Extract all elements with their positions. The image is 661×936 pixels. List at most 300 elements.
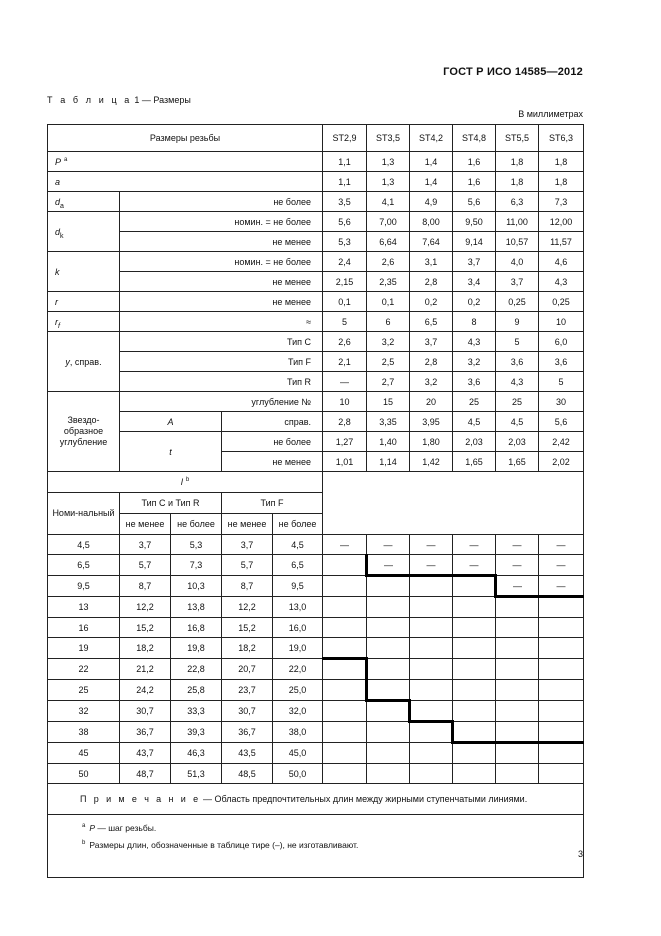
value-cell: 38,0 [273,722,323,743]
value-cell: 3,6 [496,352,539,372]
param-symbol: r [55,316,58,327]
value-cell: 2,03 [453,432,496,452]
value-cell: 30,7 [222,701,273,722]
qualifier-cell: не менее [120,292,323,312]
mark-cell [323,701,367,722]
nominal-cell: 38 [48,722,120,743]
qualifier-cell: номин. = не более [120,252,323,272]
value-cell: 1,40 [367,432,410,452]
mark-cell: — [496,555,539,576]
value-cell: 2,03 [496,432,539,452]
value-cell: 1,14 [367,452,410,472]
qualifier-cell: номин. = не более [120,212,323,232]
mark-cell: — [410,555,453,576]
nominal-cell: 4,5 [48,535,120,555]
mark-cell [496,701,539,722]
mark-cell: — [453,555,496,576]
length-header [48,472,323,493]
row-recess-t-max [48,432,584,452]
value-cell: 2,6 [367,252,410,272]
mark-cell [323,722,367,743]
footnote-ref: a [64,156,68,163]
value-cell: 5,7 [222,555,273,576]
mark-cell: — [496,535,539,555]
row-da [48,192,584,212]
row-recess-number [48,392,584,412]
value-cell: 18,2 [120,638,171,659]
value-cell: 1,1 [323,172,367,192]
mark-cell [496,597,539,618]
value-cell: 2,15 [323,272,367,292]
value-cell: 10,57 [496,232,539,252]
value-cell: 3,2 [367,332,410,352]
value-cell: 3,7 [410,332,453,352]
nominal-header: Номи-нальный [48,493,120,535]
mark-cell [323,618,367,638]
size-header: ST6,3 [539,125,584,152]
value-cell: 15,2 [120,618,171,638]
mark-cell [410,659,453,680]
value-cell: 1,8 [496,172,539,192]
value-cell: 20 [410,392,453,412]
value-cell: 7,3 [171,555,222,576]
mark-cell [496,618,539,638]
length-row [48,764,584,784]
mark-cell [367,597,410,618]
value-cell: 0,1 [323,292,367,312]
value-cell: 50,0 [273,764,323,784]
mark-cell [539,680,584,701]
value-cell: 20,7 [222,659,273,680]
value-cell: 8,00 [410,212,453,232]
value-cell: 10,3 [171,576,222,597]
value-cell: 30 [539,392,584,412]
value-cell: 6 [367,312,410,332]
mark-cell: — [410,535,453,555]
mark-cell [496,743,539,764]
blank-cell [323,472,584,493]
min-header: не менее [120,514,171,535]
length-row [48,638,584,659]
mark-cell: — [323,535,367,555]
value-cell: 6,64 [367,232,410,252]
row-y-type-c [48,332,584,352]
size-header: ST3,5 [367,125,410,152]
param-symbol: P [89,823,96,833]
value-cell: 48,5 [222,764,273,784]
mark-cell [323,764,367,784]
value-cell: 19,0 [273,638,323,659]
value-cell: 3,95 [410,412,453,432]
qualifier-cell: ≈ [120,312,323,332]
value-cell: 48,7 [120,764,171,784]
qualifier-cell: Тип R [120,372,323,392]
param-symbol: A [120,412,222,432]
length-row [48,680,584,701]
mark-cell [410,638,453,659]
recess-label: Звездо-образное углубление [48,392,120,472]
mark-cell: — [539,535,584,555]
qualifier-cell: Тип F [120,352,323,372]
value-cell: 3,4 [453,272,496,292]
value-cell: 19,8 [171,638,222,659]
param-subscript: k [60,232,64,240]
value-cell: 0,25 [496,292,539,312]
value-cell: 4,3 [496,372,539,392]
footnote-text: — шаг резьбы. [95,823,157,833]
mark-cell: — [453,535,496,555]
mark-cell [410,701,453,722]
value-cell: 9,14 [453,232,496,252]
param-subscript: f [58,322,60,330]
value-cell: 15 [367,392,410,412]
qualifier-cell: углубление № [120,392,323,412]
value-cell: 4,9 [410,192,453,212]
mark-cell [496,638,539,659]
value-cell: 10 [323,392,367,412]
value-cell: 10 [539,312,584,332]
note-row [48,784,584,815]
param-subscript: a [60,202,64,210]
param-symbol: d [55,226,61,237]
value-cell: 4,5 [496,412,539,432]
value-cell: 3,7 [120,535,171,555]
value-cell: 8,7 [222,576,273,597]
value-cell: 6,5 [410,312,453,332]
mark-cell [367,680,410,701]
value-cell: 11,57 [539,232,584,252]
mark-cell [539,722,584,743]
nominal-cell: 25 [48,680,120,701]
table-caption [47,95,191,105]
value-cell: 1,1 [323,152,367,172]
nominal-cell: 19 [48,638,120,659]
value-cell: 2,1 [323,352,367,372]
row-y-type-r [48,372,584,392]
mark-cell [496,722,539,743]
value-cell: 7,64 [410,232,453,252]
value-cell: 5,6 [539,412,584,432]
page-number: 3 [577,849,583,859]
value-cell: 25 [496,392,539,412]
length-row [48,743,584,764]
mark-cell [323,680,367,701]
value-cell: 9 [496,312,539,332]
param-label [48,172,323,192]
nominal-cell: 22 [48,659,120,680]
footnotes-row [48,815,584,878]
value-cell: 5,3 [323,232,367,252]
qualifier-cell: не менее [222,452,323,472]
value-cell: 1,65 [496,452,539,472]
param-label [48,252,120,292]
param-label [48,212,120,252]
mark-cell [323,659,367,680]
length-row [48,722,584,743]
nominal-cell: 32 [48,701,120,722]
row-y-type-f [48,352,584,372]
value-cell: 2,8 [323,412,367,432]
qualifier-cell: Тип C [120,332,323,352]
mark-cell [367,701,410,722]
group-header-cr: Тип C и Тип R [120,493,222,514]
length-row [48,659,584,680]
mark-cell [410,618,453,638]
value-cell: 43,7 [120,743,171,764]
value-cell: 1,65 [453,452,496,472]
size-header: ST4,8 [453,125,496,152]
value-cell: 51,3 [171,764,222,784]
row-P [48,152,584,172]
mark-cell [410,743,453,764]
min-header: не менее [222,514,273,535]
value-cell: 0,2 [410,292,453,312]
value-cell: 11,00 [496,212,539,232]
mark-cell [367,576,410,597]
param-symbol: l [180,477,183,487]
value-cell: 12,00 [539,212,584,232]
param-label [48,192,120,212]
value-cell: 16,8 [171,618,222,638]
value-cell: 7,00 [367,212,410,232]
value-cell: — [323,372,367,392]
param-symbol: y [65,356,70,367]
value-cell: 12,2 [222,597,273,618]
param-symbol: P [55,156,62,167]
value-cell: 32,0 [273,701,323,722]
value-cell: 24,2 [120,680,171,701]
mark-cell: — [539,576,584,597]
value-cell: 5,6 [453,192,496,212]
blank-cell [323,493,584,514]
nominal-cell: 45 [48,743,120,764]
value-cell: 46,3 [171,743,222,764]
value-cell: 3,2 [410,372,453,392]
mark-cell [453,576,496,597]
value-cell: 2,6 [323,332,367,352]
nominal-cell: 50 [48,764,120,784]
mark-cell [453,764,496,784]
mark-cell: — [367,535,410,555]
value-cell: 1,4 [410,172,453,192]
row-k-min [48,272,584,292]
size-header: ST4,2 [410,125,453,152]
footnote-mark: b [82,840,86,846]
mark-cell [496,659,539,680]
footnotes [48,815,584,878]
mark-cell [453,743,496,764]
value-cell: 15,2 [222,618,273,638]
value-cell: 3,6 [539,352,584,372]
value-cell: 36,7 [222,722,273,743]
mark-cell [323,638,367,659]
mark-cell [496,764,539,784]
value-cell: 4,0 [496,252,539,272]
length-row [48,701,584,722]
mark-cell [453,638,496,659]
value-cell: 4,3 [539,272,584,292]
value-cell: 0,25 [539,292,584,312]
max-header: не более [171,514,222,535]
value-cell: 1,8 [539,152,584,172]
value-cell: 2,02 [539,452,584,472]
value-cell: 6,3 [496,192,539,212]
value-cell: 39,3 [171,722,222,743]
value-cell: 22,0 [273,659,323,680]
value-cell: 2,7 [367,372,410,392]
param-symbol: d [55,196,61,207]
value-cell: 4,6 [539,252,584,272]
value-cell: 3,6 [453,372,496,392]
value-cell: 1,3 [367,172,410,192]
param-label [48,152,323,172]
value-cell: 0,2 [453,292,496,312]
value-cell: 5,3 [171,535,222,555]
mark-cell [323,576,367,597]
value-cell: 1,01 [323,452,367,472]
length-row [48,576,584,597]
max-header: не более [273,514,323,535]
value-cell: 5,6 [323,212,367,232]
length-row [48,535,584,555]
value-cell: 7,3 [539,192,584,212]
mark-cell [453,701,496,722]
param-symbol: r [55,296,58,307]
value-cell: 2,5 [367,352,410,372]
table-caption-label: Т а б л и ц а [47,95,132,105]
row-r [48,292,584,312]
value-cell: 2,8 [410,352,453,372]
table-caption-text: 1 — Размеры [134,95,191,105]
value-cell: 33,3 [171,701,222,722]
qualifier-cell: не менее [120,272,323,292]
value-cell: 5 [539,372,584,392]
mark-cell [367,638,410,659]
param-label-suffix: , справ. [69,356,102,367]
value-cell: 2,4 [323,252,367,272]
mark-cell [410,576,453,597]
param-symbol: k [55,266,60,277]
mark-cell [539,764,584,784]
mark-cell [539,701,584,722]
qualifier-cell: не более [120,192,323,212]
value-cell: 6,0 [539,332,584,352]
value-cell: 5 [323,312,367,332]
mark-cell [539,659,584,680]
mark-cell [410,764,453,784]
value-cell: 1,4 [410,152,453,172]
param-label [48,292,120,312]
mark-cell [453,659,496,680]
mark-cell [323,743,367,764]
value-cell: 25,8 [171,680,222,701]
length-group-row [48,493,584,514]
mark-cell [410,597,453,618]
value-cell: 13,8 [171,597,222,618]
length-row [48,618,584,638]
value-cell: 1,8 [496,152,539,172]
value-cell: 2,42 [539,432,584,452]
value-cell: 0,1 [367,292,410,312]
value-cell: 36,7 [120,722,171,743]
value-cell: 4,1 [367,192,410,212]
thread-size-header: Размеры резьбы [48,125,323,152]
value-cell: 4,3 [453,332,496,352]
standard-header: ГОСТ Р ИСО 14585—2012 [443,66,583,78]
table-header-row [48,125,584,152]
value-cell: 1,42 [410,452,453,472]
mark-cell [453,680,496,701]
param-symbol: t [120,432,222,472]
value-cell: 3,5 [323,192,367,212]
value-cell: 4,5 [273,535,323,555]
value-cell: 25 [453,392,496,412]
mark-cell [539,743,584,764]
value-cell: 12,2 [120,597,171,618]
mark-cell [539,638,584,659]
mark-cell [367,618,410,638]
footnote-text: Размеры длин, обозначенные в таблице тире (–), не изготавливают. [89,840,359,850]
mark-cell [539,618,584,638]
qualifier-cell: справ. [222,412,323,432]
value-cell: 13,0 [273,597,323,618]
mark-cell [323,597,367,618]
length-header-row [48,472,584,493]
value-cell: 30,7 [120,701,171,722]
length-row [48,597,584,618]
mark-cell [367,722,410,743]
row-k-max [48,252,584,272]
note-text: — Область предпочтительных длин между жирными ступенчатыми линиями. [203,794,528,804]
footnote-mark: a [82,823,86,829]
value-cell: 2,35 [367,272,410,292]
value-cell: 3,7 [222,535,273,555]
nominal-cell: 13 [48,597,120,618]
mark-cell: — [496,576,539,597]
mark-cell [453,597,496,618]
value-cell: 18,2 [222,638,273,659]
row-a [48,172,584,192]
note-label: П р и м е ч а н и е [80,794,201,804]
value-cell: 22,8 [171,659,222,680]
mark-cell [323,555,367,576]
mark-cell [410,722,453,743]
nominal-cell: 9,5 [48,576,120,597]
value-cell: 3,2 [453,352,496,372]
value-cell: 25,0 [273,680,323,701]
value-cell: 2,8 [410,272,453,292]
qualifier-cell: не менее [120,232,323,252]
row-rf [48,312,584,332]
length-row [48,555,584,576]
mark-cell [453,722,496,743]
mark-cell [410,680,453,701]
row-recess-A [48,412,584,432]
value-cell: 23,7 [222,680,273,701]
footnote-b [84,838,583,855]
value-cell: 8 [453,312,496,332]
length-minmax-row [48,514,584,535]
value-cell: 1,80 [410,432,453,452]
param-label [48,312,120,332]
dimensions-table [47,124,584,878]
nominal-cell: 16 [48,618,120,638]
table-note [48,784,584,815]
value-cell: 43,5 [222,743,273,764]
mark-cell: — [539,555,584,576]
value-cell: 3,1 [410,252,453,272]
value-cell: 1,6 [453,172,496,192]
